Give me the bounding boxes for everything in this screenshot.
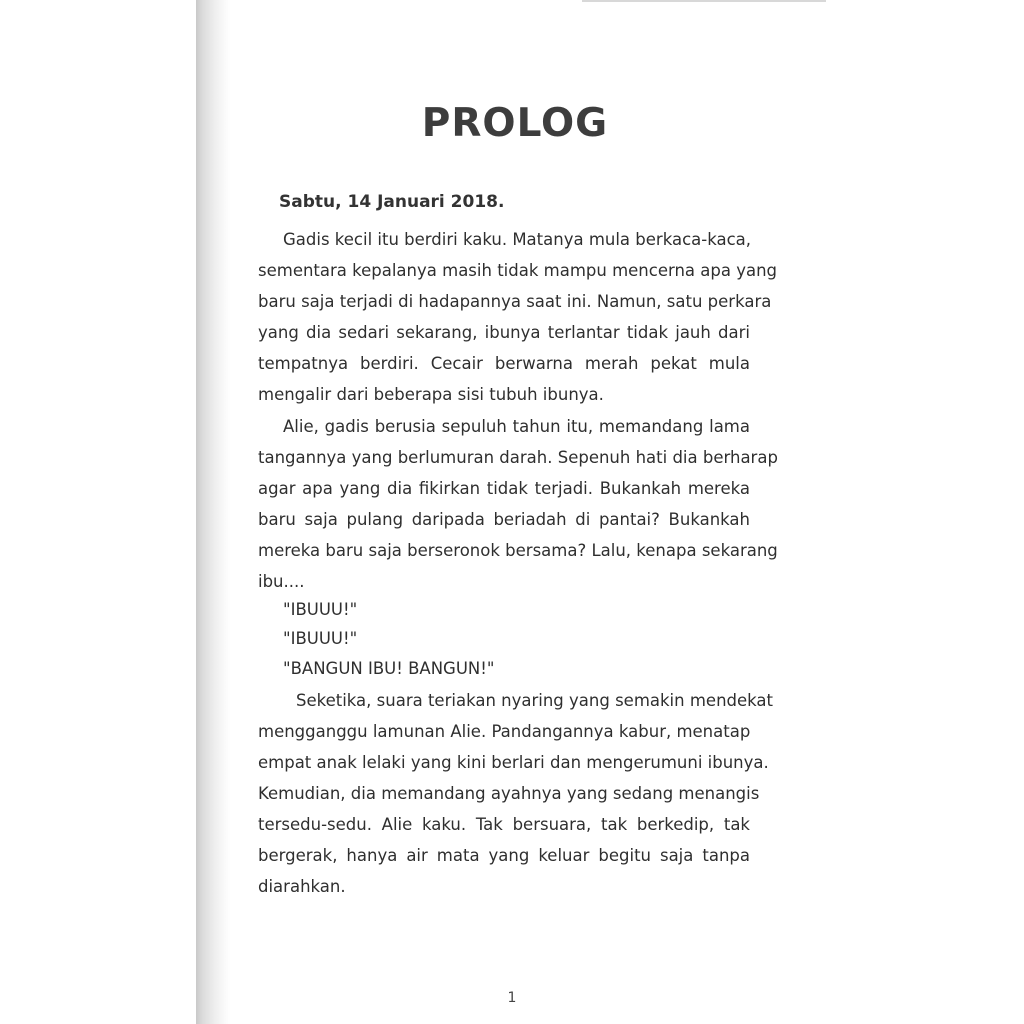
text-line: diarahkan. [258, 877, 346, 896]
text-line: empat anak lelaki yang kini berlari dan mengerumuni ibunya. [258, 753, 769, 772]
dialogue-line: "IBUUU!" [283, 600, 358, 619]
text-line: ibu.... [258, 572, 305, 591]
text-line: tersedu-sedu. Alie kaku. Tak bersuara, tak berkedip, tak [258, 815, 750, 834]
text-line: mengganggu lamunan Alie. Pandangannya kabur, menatap [258, 722, 751, 741]
text-line: tangannya yang berlumuran darah. Sepenuh hati dia berharap [258, 448, 778, 467]
text-line: Kemudian, dia memandang ayahnya yang sedang menangis [258, 784, 760, 803]
chapter-title: PROLOG [421, 101, 609, 146]
text-line: bergerak, hanya air mata yang keluar begitu saja tanpa [258, 846, 750, 865]
dialogue-line: "BANGUN IBU! BANGUN!" [283, 659, 495, 678]
text-line: baru saja pulang daripada beriadah di pantai? Bukankah [258, 510, 750, 529]
text-line: Seketika, suara teriakan nyaring yang semakin mendekat [296, 691, 774, 710]
text-line: baru saja terjadi di hadapannya saat ini. Namun, satu perkara [258, 292, 772, 311]
text-line: Alie, gadis berusia sepuluh tahun itu, memandang lama [283, 417, 750, 436]
dialogue-line: "IBUUU!" [283, 629, 358, 648]
page-number: 1 [507, 990, 517, 1006]
text-line: yang dia sedari sekarang, ibunya terlantar tidak jauh dari [258, 323, 750, 342]
date-heading: Sabtu, 14 Januari 2018. [279, 192, 505, 212]
text-line: agar apa yang dia fikirkan tidak terjadi. Bukankah mereka [258, 479, 750, 498]
text-line: mengalir dari beberapa sisi tubuh ibunya. [258, 385, 604, 404]
text-line: Gadis kecil itu berdiri kaku. Matanya mula berkaca-kaca, [283, 230, 752, 249]
text-line: sementara kepalanya masih tidak mampu mencerna apa yang [258, 261, 778, 280]
text-line: mereka baru saja berseronok bersama? Lalu, kenapa sekarang [258, 541, 778, 560]
text-line: tempatnya berdiri. Cecair berwarna merah pekat mula [258, 354, 750, 373]
